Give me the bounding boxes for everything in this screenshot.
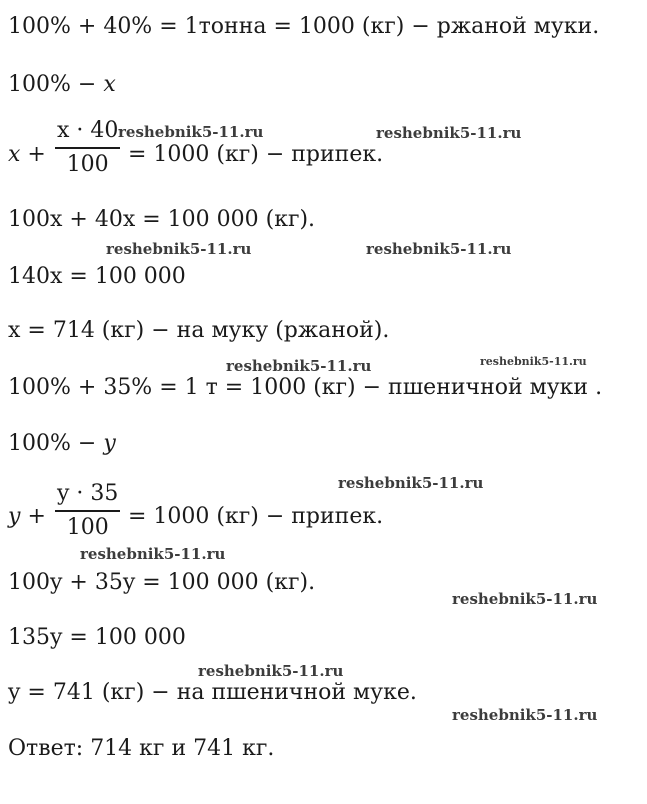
watermark: reshebnik5-11.ru: [366, 240, 512, 258]
fraction-numerator: y · 35: [57, 481, 119, 506]
line-rye-percent: 100% − x: [8, 72, 116, 97]
line-rye-equation: x +: [8, 142, 46, 167]
line-rye-equation-rhs: = 1000 (кг) − припек.: [128, 142, 384, 167]
watermark: reshebnik5-11.ru: [452, 706, 598, 724]
answer-line: Ответ: 714 кг и 741 кг.: [8, 736, 275, 761]
fraction-wheat: [55, 481, 120, 541]
watermark: reshebnik5-11.ru: [452, 590, 598, 608]
fraction-denominator: 100: [66, 514, 109, 540]
line-rye-total: 100% + 40% = 1тонна = 1000 (кг) − ржаной муки.: [8, 14, 600, 39]
watermark: reshebnik5-11.ru: [226, 357, 372, 375]
line-wheat-percent: 100% − y: [8, 431, 116, 456]
line-rye-combined: 140x = 100 000: [8, 264, 186, 289]
fraction-rye: [55, 118, 120, 178]
watermark: reshebnik5-11.ru: [118, 123, 264, 141]
watermark: reshebnik5-11.ru: [338, 474, 484, 492]
watermark: reshebnik5-11.ru: [376, 124, 522, 142]
line-rye-result: x = 714 (кг) − на муку (ржаной).: [8, 318, 390, 343]
line-wheat-combined: 135y = 100 000: [8, 625, 186, 650]
line-wheat-equation-rhs: = 1000 (кг) − припек.: [128, 504, 384, 529]
watermark: reshebnik5-11.ru: [198, 662, 344, 680]
fraction-bar: [55, 147, 120, 149]
line-wheat-total: 100% + 35% = 1 т = 1000 (кг) − пшеничной муки .: [8, 375, 603, 400]
line-wheat-result: y = 741 (кг) − на пшеничной муке.: [8, 680, 417, 705]
fraction-bar: [55, 510, 120, 512]
watermark: reshebnik5-11.ru: [106, 240, 252, 258]
line-wheat-equation: y +: [8, 504, 46, 529]
line-wheat-expanded: 100y + 35y = 100 000 (кг).: [8, 570, 316, 595]
watermark: reshebnik5-11.ru: [80, 545, 226, 563]
line-rye-expanded: 100x + 40x = 100 000 (кг).: [8, 207, 316, 232]
watermark: reshebnik5-11.ru: [480, 355, 587, 368]
fraction-denominator: 100: [66, 151, 109, 177]
fraction-numerator: x · 40: [57, 118, 119, 143]
